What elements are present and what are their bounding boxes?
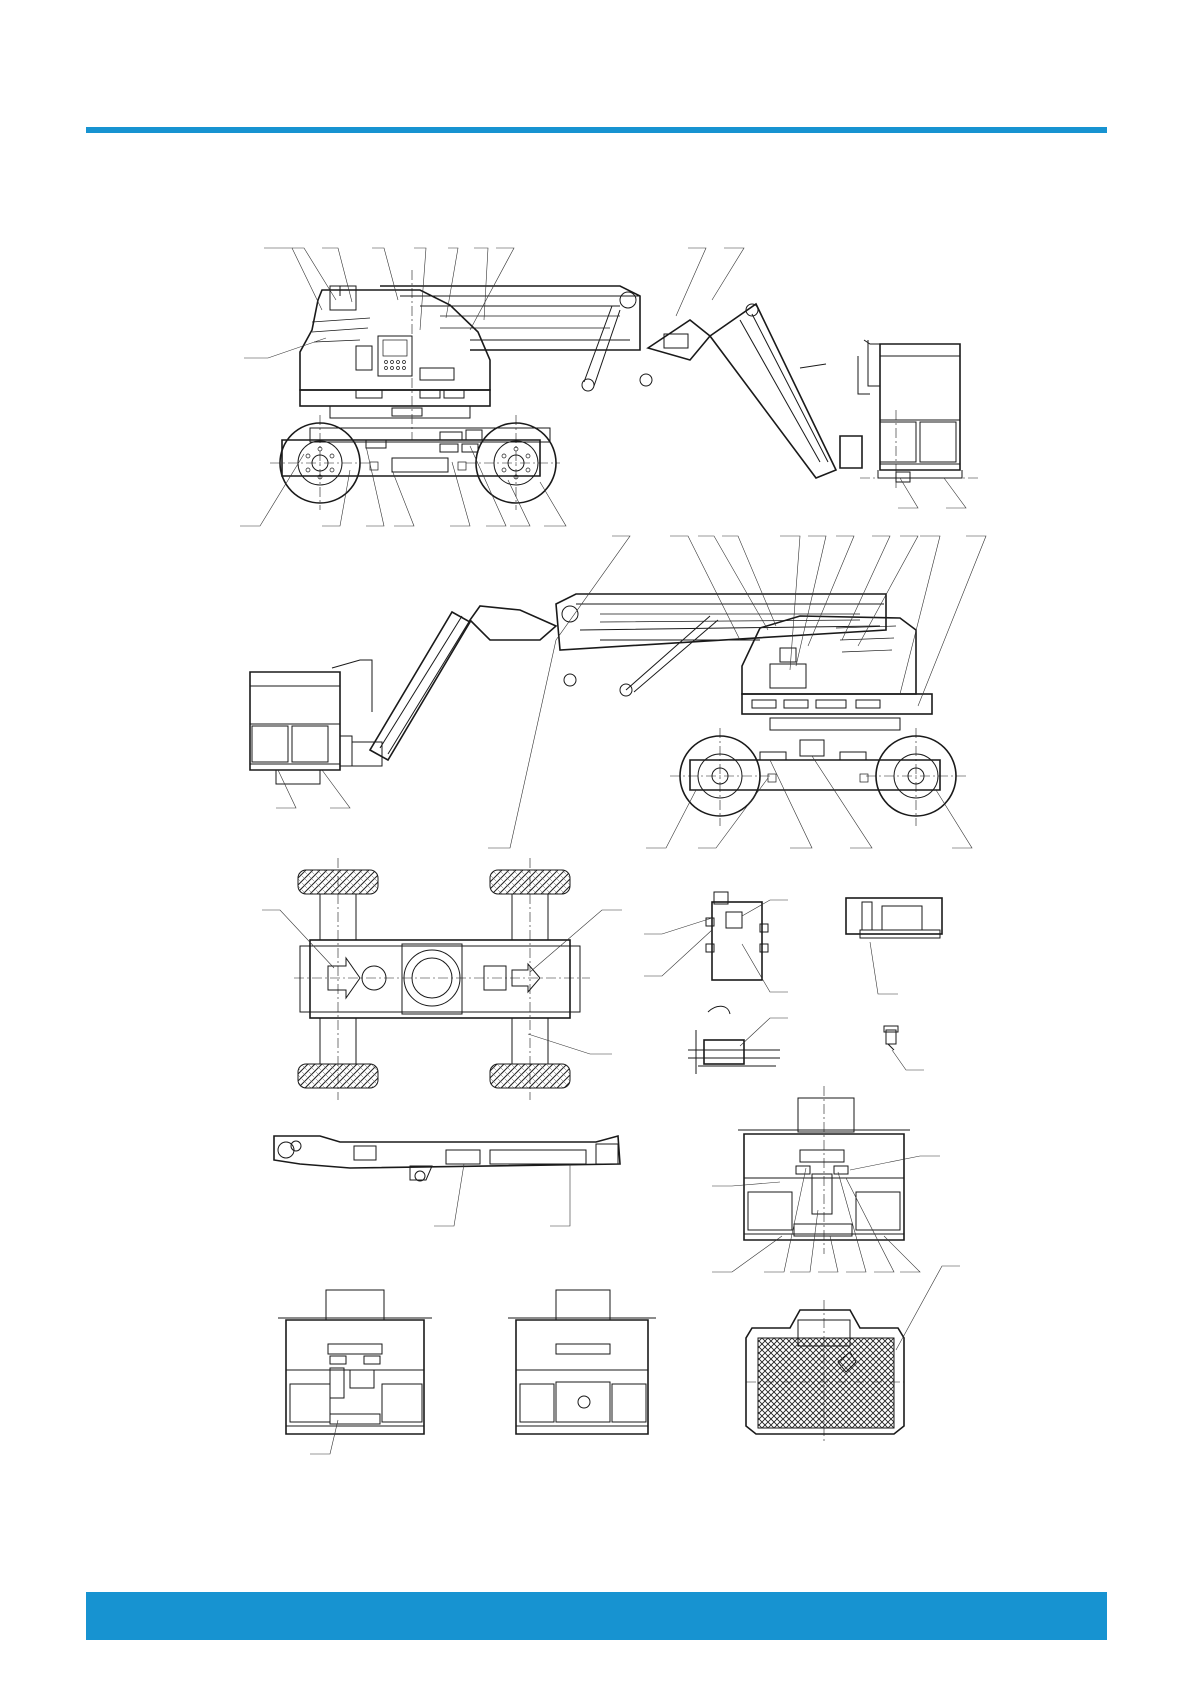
leaders-view-3 (262, 910, 622, 1054)
platform-front-view (712, 1086, 940, 1272)
platform-top-view (746, 1266, 960, 1444)
leaders-view-2 (276, 536, 986, 848)
side-view-right (250, 594, 966, 826)
side-view-left (270, 270, 980, 510)
platform-control-view (278, 1290, 432, 1454)
leaders-view-1 (240, 248, 966, 526)
fuel-gauge-detail (688, 1006, 788, 1074)
sensor-detail (884, 1026, 924, 1070)
wheel-rear (270, 415, 372, 510)
hydraulic-tank-detail (644, 892, 788, 992)
platform-side (858, 340, 980, 488)
chassis-top-view (294, 858, 590, 1100)
control-box-detail (846, 898, 942, 994)
wheel-front (466, 415, 560, 510)
boom-section-detail (274, 1136, 620, 1226)
platform-rear-view (508, 1290, 656, 1434)
